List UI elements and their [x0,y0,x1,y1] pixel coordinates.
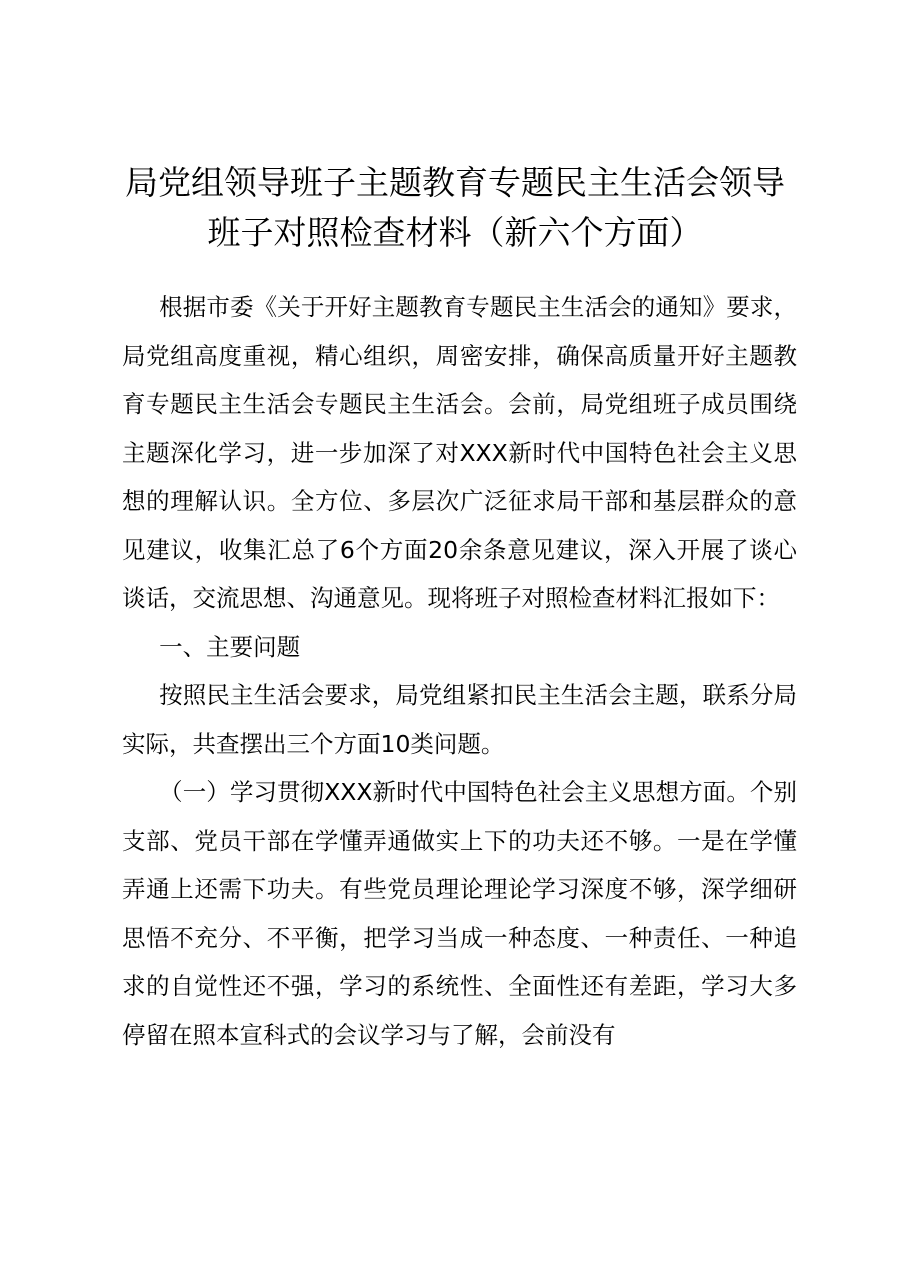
title-line-1: 局党组领导班子主题教育专题民主生活会领导 [125,163,785,202]
title-line-2: 班子对照检查材料（新六个方面） [207,213,703,252]
intro-paragraph: 根据市委《关于开好主题教育专题民主生活会的通知》要求，局党组高度重视，精心组织，周密安排，确保高质量开好主题教育专题民主生活会专题民主生活会。会前，局党组班子成员围绕主题深化学习，进一步加深了对XXX新时代中国特色社会主义思想的理解认识。全方位、多层次广泛征求局干部和基层群众的意见建议，收集汇总了6个方面20余条意见建议，深入开展了谈心谈话，交流思想、沟通意见。现将班子对照检查材料汇报如下： [122,293,797,612]
section-heading-main-problems: 一、主要问题 [159,632,301,661]
document-title [110,158,800,258]
document-body [122,283,797,1059]
problems-summary-paragraph: 按照民主生活会要求，局党组紧扣民主生活会主题，联系分局实际，共查摆出三个方面10类问题。 [122,681,797,758]
problem-one-paragraph: （一）学习贯彻XXX新时代中国特色社会主义思想方面。个别支部、党员干部在学懂弄通做实上下的功夫还不够。一是在学懂弄通上还需下功夫。有些党员理论理论学习深度不够，深学细研思悟不充分、不平衡，把学习当成一种态度、一种责任、一种追求的自觉性还不强，学习的系统性、全面性还有差距，学习大多停留在照本宣科式的会议学习与了解，会前没有 [122,778,797,1049]
